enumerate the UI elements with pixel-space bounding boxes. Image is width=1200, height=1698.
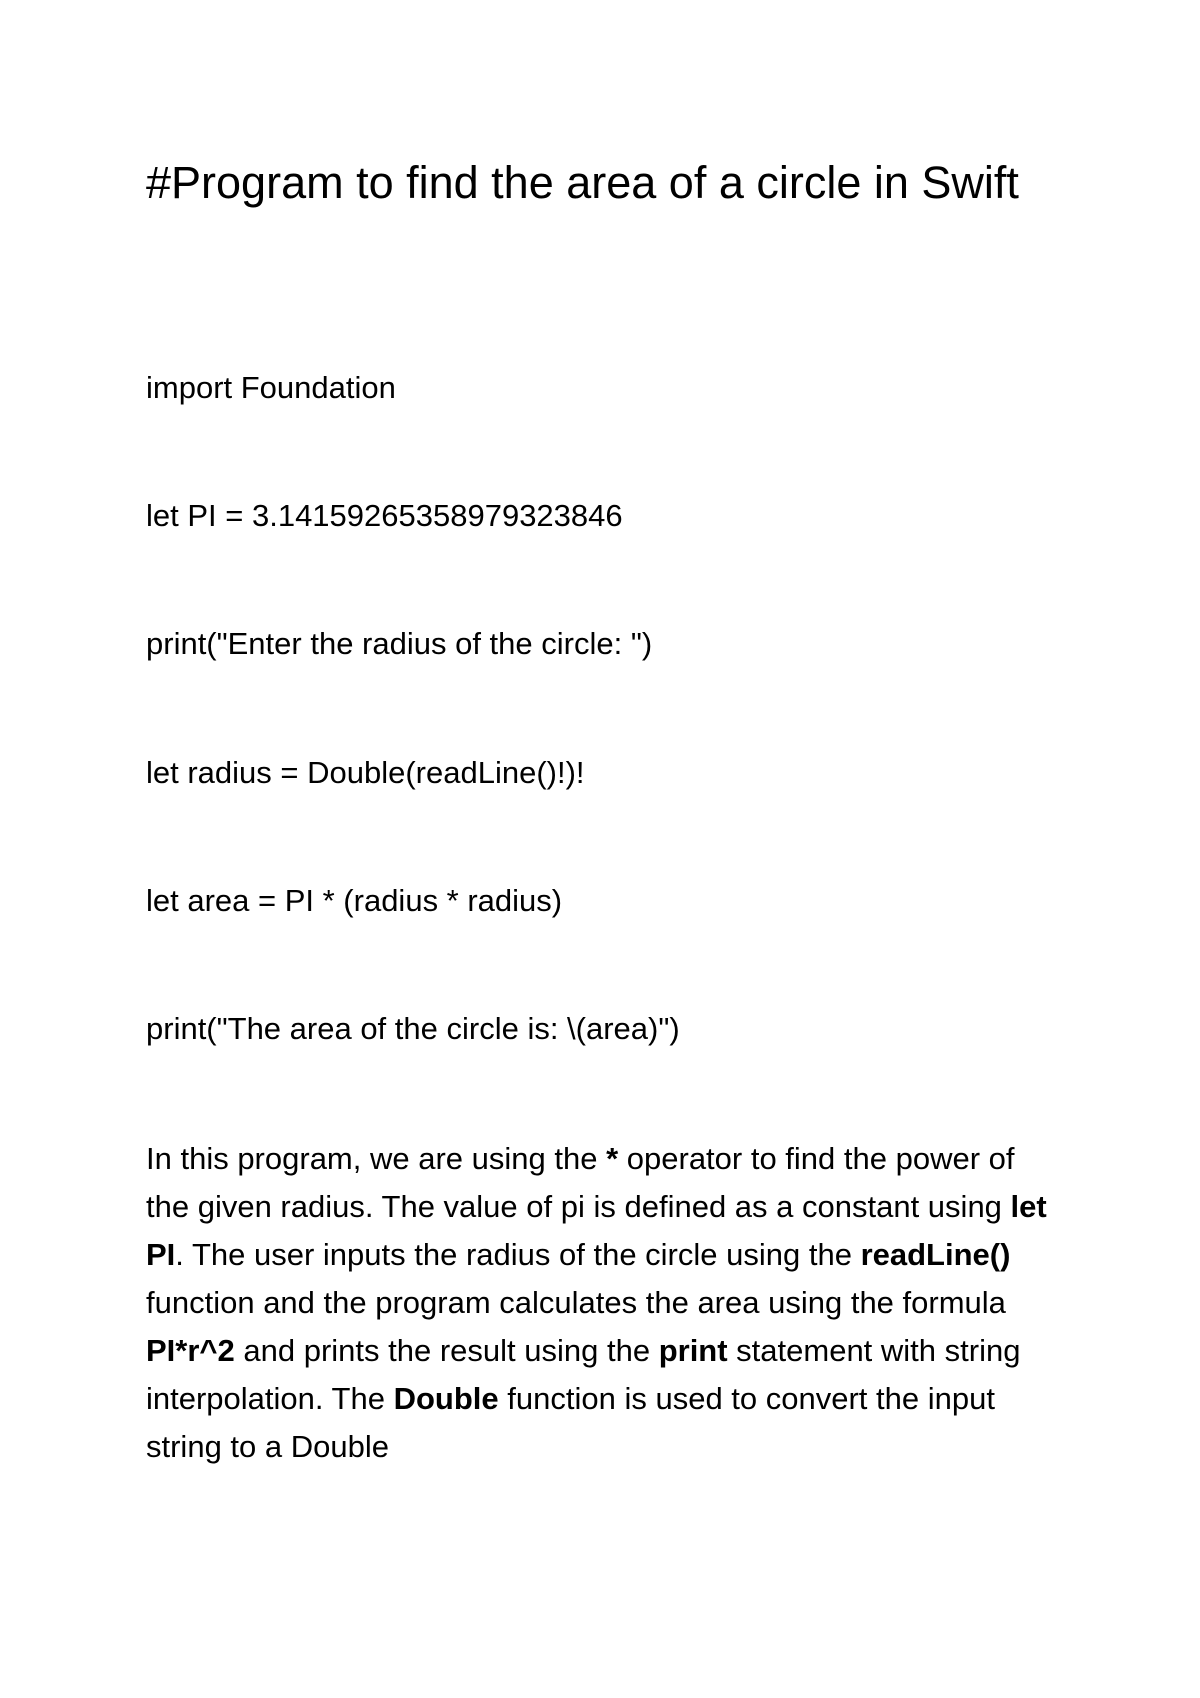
explanation-bold-operator: * [606,1141,619,1176]
explanation-text: . The user inputs the radius of the circle using the [175,1237,861,1272]
explanation-text: and prints the result using the [234,1333,659,1368]
explanation-bold-print: print [658,1333,728,1368]
explanation-text: statement with string interpolation. The [146,1333,1021,1416]
code-line-area: let area = PI * (radius * radius) [146,883,563,918]
code-line-pi: let PI = 3.14159265358979323846 [146,498,623,533]
explanation-text: In this program, we are using the [146,1141,607,1176]
explanation-bold-double: Double [393,1381,499,1416]
page-title: #Program to find the area of a circle in Swift [146,157,1019,208]
explanation-bold-formula: PI*r^2 [146,1333,235,1368]
explanation-text: operator to find the power of the given radius. The value of pi is defined as a constant using [146,1141,1015,1224]
explanation-text: function and the program calculates the area using the formula [146,1285,1006,1320]
explanation-bold-readline: readLine() [860,1237,1011,1272]
code-line-output: print("The area of the circle is: \(area)") [146,1011,680,1046]
explanation-bold-let-pi: let PI [146,1189,1047,1272]
code-line-radius: let radius = Double(readLine()!)! [146,755,585,790]
explanation-paragraph [146,1135,1066,1471]
explanation-text: function is used to convert the input string to a Double [146,1381,995,1464]
code-line-prompt: print("Enter the radius of the circle: ") [146,626,653,661]
code-line-import: import Foundation [146,370,396,405]
